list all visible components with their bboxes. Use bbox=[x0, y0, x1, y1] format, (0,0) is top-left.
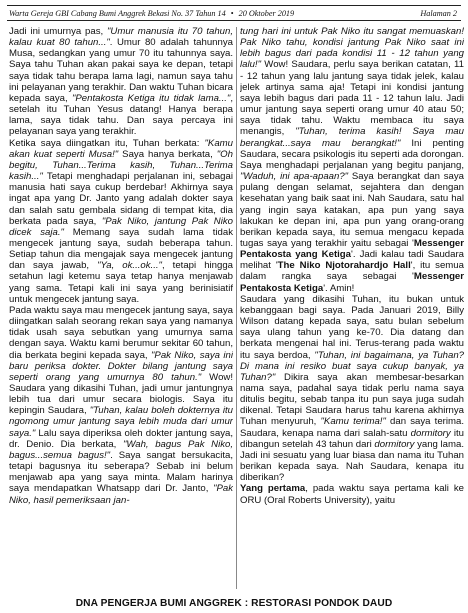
body-text: Dikira saya akan membesar-besarkan nama saya, padahal saya tidak perlu nama saya ditulis begitu, sebab tanpa itu pun saya juga sudah dikenal. Tetapi Saudara harus tahu karena akhirnya Tuhan menyuruh, bbox=[240, 371, 464, 428]
header-bullet: • bbox=[230, 8, 234, 18]
page-number: Halaman 2 bbox=[420, 8, 457, 18]
quote-text: "Tuhan, terima kasih! Saya mau berangkat...saya mau berangkat!" bbox=[240, 126, 464, 149]
body-text: yang lama. Jadi ini sesuatu yang luar biasa dan nama itu Tuhan berikan kepada saya. Nah Saudara, kenapa itu diberikan? bbox=[240, 438, 464, 484]
body-text: Wow! Saudara, perlu saya berikan catatan, 11 - 12 tahun yang lalu jantung saya tidak jelek, kalau jelek artinya sama aja! Tetapi ini kondisi jantung saya lebih bagus dari pada 11 - 12 tahun lalu. Jadi umur jantung saya seperti orang umur 40 atau 50; saya tidak tahu. Waktu membaca itu saya menangis, bbox=[240, 59, 464, 138]
paragraph bbox=[9, 305, 233, 506]
body-text: dan saya terima. Saudara, kenapa nama dari salah-satu bbox=[240, 416, 464, 439]
body-text: . Saya sangat bersukacita, tetapi bagusnya itu seberapa? Sebab ini belum menjawab apa yang saya minta. Malam harinya saya mendapatkan Whatsapp dari Dr. Janto, bbox=[9, 449, 233, 495]
bold-text: Messenger Pentakosta yang Ketiga bbox=[240, 237, 464, 261]
body-text: Saudara yang dikasihi Tuhan, itu bukan untuk kebanggaan bagi saya. Pada Januari 2019, Billy Wilson datang kepada saya, satu bulan sebelum saya ulang tahun yang ke-70. Dia datang dan berkata mengenai hal ini. Terus-terang pada waktu itu saya berdoa, bbox=[240, 293, 464, 361]
quote-text: "Pak Niko, jantung Pak Niko dicek saja." bbox=[9, 215, 233, 238]
body-text: , setelah itu Tuhan Yesus datang! Hanya berapa lama, saya tidak tahu. Dan saya percaya ini pelayanan saya yang terakhir. bbox=[9, 92, 233, 138]
left-column bbox=[9, 26, 233, 596]
body-text: , tetapi hingga setahun lagi ketemu saya tetap hanya menjawab yang sama. Tetapi kali ini saya yang berinisiatif untuk mengecek jantung saya. bbox=[9, 260, 233, 305]
body-text: Ini penting Saudara, secara psikologis itu seperti ada dorongan. Saya menghadapi perjalanan yang begitu panjang, bbox=[240, 137, 464, 171]
quote-text: "Kamu akan kuat seperti Musa!" bbox=[9, 137, 233, 160]
body-text: Pada waktu saya mau mengecek jantung saya, saya diingatkan salah seorang rekan saya yang namanya tidak usah saya sebutkan yang umurnya sama dengan saya. Waktu kami berumur sekitar 60 tahun, dia berkata begini kepada saya, bbox=[9, 304, 233, 361]
body-text: Saya berangkat dan saya pulang dengan selamat, sejahtera dan dengan kesehatan yang baik saat ini. Nah Saudara, satu hal yang ingin saya katakan, apa pun yang saya lakukan ke depan ini, apa pun yang orang-orang berikan kepada saya, itu semua mengacu kepada tugas saya yang terakhir yaitu sebagai ' bbox=[240, 171, 464, 249]
bold-text: Messenger Pentakosta Ketiga bbox=[240, 271, 464, 294]
quote-text: dormitory bbox=[410, 427, 451, 439]
quote-text: "Oh begitu, Tuhan...Terima kasih, Tuhan...Terima kasih..." bbox=[9, 148, 233, 183]
body-text: '. Jadi kalau tadi Saudara melihat ' bbox=[240, 249, 464, 272]
publication-title: Warta Gereja GBI Cabang Bumi Anggrek Bekasi No. 37 Tahun 14 bbox=[9, 8, 226, 18]
quote-text: "Pak Niko, hasil pemeriksaan jan- bbox=[9, 483, 233, 506]
bold-text: Yang pertama bbox=[240, 483, 306, 495]
body-text: Lalu saya diperiksa oleh dokter jantung saya, dr. Denio. Dia berkata, bbox=[9, 427, 233, 450]
body-text: Wow! Saudara yang dikasihi Tuhan, jadi umur jantungnya lebih tua dari umur secara biologis. Saya itu kepingin Saudara, bbox=[9, 371, 233, 417]
quote-text: "Tuhan, ini bagaimana, ya Tuhan? Di mana ini resiko buat saya cukup banyak, ya Tuhan?" bbox=[240, 349, 464, 383]
right-column bbox=[240, 26, 464, 596]
body-text: Saya hanya berkata, bbox=[118, 148, 217, 160]
paragraph bbox=[240, 26, 464, 294]
body-text: itu dibangun setelah 43 tahun dari bbox=[240, 427, 464, 450]
column-divider bbox=[236, 27, 237, 589]
body-text: , pada waktu saya pertama kali ke ORU (Oral Roberts University), yaitu bbox=[240, 483, 464, 506]
quote-text: tung hari ini untuk Pak Niko itu sangat memuaskan! Pak Niko tahu, kondisi jantung Pak Niko saat ini lebih bagus dari pada kondisi 11 - 12 tahun yang lalu!" bbox=[240, 26, 464, 71]
quote-text: "Tuhan, kalau boleh dokternya itu ngomong umur jantung saya lebih muda dari umur saya." bbox=[9, 405, 233, 439]
quote-text: "Wah, bagus Pak Niko, bagus...semua bagus!" bbox=[9, 438, 233, 461]
issue-date: 20 Oktober 2019 bbox=[238, 8, 295, 18]
body-text: '. Amin! bbox=[323, 282, 355, 294]
quote-text: "Pentakosta Ketiga itu tidak lama..." bbox=[71, 92, 231, 104]
paragraph bbox=[9, 138, 233, 305]
body-text: Jadi ini umurnya pas, bbox=[9, 26, 108, 37]
body-text: . Umur 80 adalah tahunnya Musa, sedangkan yang umur 70 itu tahunnya saya. Saya tahu Tuhan akan pakai saya ke depan, tetapi saya tidak tahu berapa lama lagi, namun saya tahu ini pelayanan yang terakhir. Dan waktu Tuhan bicara kepada saya, bbox=[9, 37, 233, 104]
body-text: Tetapi menghadapi perjalanan ini, sebagai manusia hati saya cukup berdebar! Akhirnya saya ingat apa yang Dr. Janto yang adalah dokter saya dan salah satu gembala sidang di tempat kita, dia berkata pada saya, bbox=[9, 171, 233, 227]
body-text: ', itu semua dalam rangka saya sebagai ' bbox=[240, 260, 464, 283]
paragraph bbox=[240, 294, 464, 484]
quote-text: "Ya, ok...ok..." bbox=[97, 260, 162, 272]
body-text: Ketika saya diingatkan itu, Tuhan berkata: bbox=[9, 137, 205, 149]
quote-text: "Kamu terima!" bbox=[320, 416, 386, 428]
quote-text: "Waduh, ini apa-apaan?" bbox=[240, 171, 349, 183]
footer-slogan: DNA PENGERJA BUMI ANGGREK : RESTORASI PONDOK DAUD bbox=[75, 598, 393, 609]
body-text: Memang saya sudah lama tidak mengecek jantung saya, sudah beberapa tahun. Setiap tahun dia mengajak saya mengecek jantung dan saya jawab, bbox=[9, 226, 233, 272]
paragraph bbox=[9, 26, 233, 138]
quote-text: "Umur manusia itu 70 tahun, kalau kuat 80 tahun..." bbox=[9, 26, 233, 49]
bold-text: The Niko Njotorahardjo Hall bbox=[277, 260, 411, 272]
page-header bbox=[7, 5, 461, 21]
paragraph bbox=[240, 483, 464, 505]
quote-text: "Pak Niko, saya ini baru periksa dokter. Dokter bilang jantung saya seperti orang yang umurnya 80 tahun." bbox=[9, 349, 233, 383]
quote-text: dormitory bbox=[374, 438, 415, 450]
